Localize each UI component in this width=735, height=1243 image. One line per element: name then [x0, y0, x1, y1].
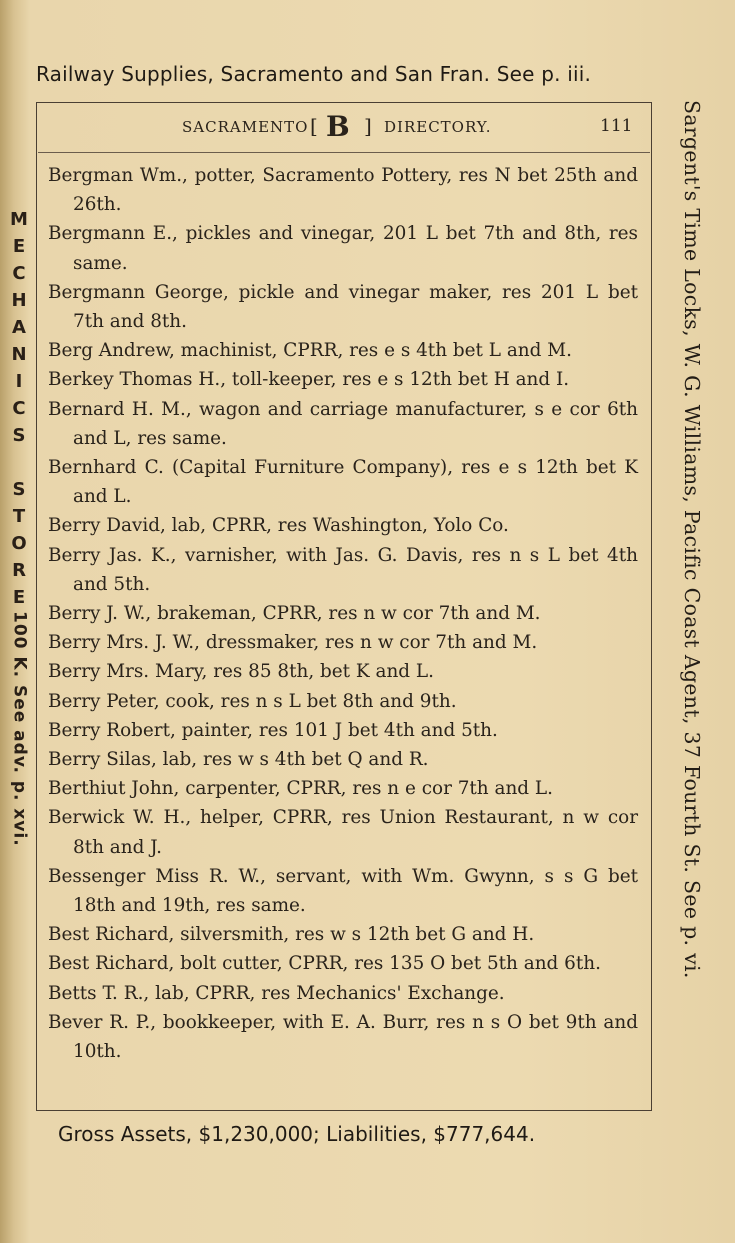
left-margin-letter: C — [12, 398, 26, 419]
left-margin-letter: R — [12, 560, 26, 581]
left-margin-letter: S — [12, 479, 26, 500]
directory-entry: Bergmann George, pickle and vinegar maker, res 201 L bet 7th and 8th. — [48, 281, 638, 333]
running-head-directory: DIRECTORY. — [384, 118, 492, 136]
directory-entry: Berry Mrs. Mary, res 85 8th, bet K and L. — [48, 661, 434, 683]
directory-entry: Berry Robert, painter, res 101 J bet 4th and 5th. — [48, 719, 498, 741]
right-margin-advertisement: Sargent's Time Locks, W. G. Williams, Pacific Coast Agent, 37 Fourth St. See p. vi. — [680, 100, 704, 979]
running-head-letter: B — [326, 110, 350, 143]
frame-bottom-rule — [36, 1110, 652, 1111]
directory-entry: Bever R. P., bookkeeper, with E. A. Burr, res n s O bet 9th and 10th. — [48, 1011, 638, 1063]
left-margin-letter: I — [15, 371, 23, 392]
running-head-bracket-close: ] — [364, 114, 372, 138]
left-margin-letter: O — [11, 533, 27, 554]
left-margin-letter: E — [12, 587, 26, 608]
directory-entry: Berkey Thomas H., toll-keeper, res e s 12th bet H and I. — [48, 369, 570, 391]
left-margin-letter: M — [10, 209, 28, 230]
left-margin-letter: C — [12, 263, 26, 284]
left-margin-letter: H — [11, 290, 27, 311]
directory-entry: Berwick W. H., helper, CPRR, res Union Restaurant, n w cor 8th and J. — [48, 807, 638, 858]
directory-entry: Betts T. R., lab, CPRR, res Mechanics' Exchange. — [48, 982, 505, 1004]
left-margin-letter: T — [12, 506, 26, 527]
directory-entry: Berthiut John, carpenter, CPRR, res n e cor 7th and L. — [48, 778, 553, 800]
page-number: 111 — [600, 116, 633, 136]
directory-entry: Berry Peter, cook, res n s L bet 8th and 9th. — [48, 690, 457, 712]
directory-entry: Bergman Wm., potter, Sacramento Pottery, res N bet 25th and 26th. — [48, 165, 638, 216]
top-advertisement-banner: Railway Supplies, Sacramento and San Fran. See p. iii. — [36, 62, 592, 86]
directory-entries — [48, 161, 638, 1066]
directory-entry: Berry David, lab, CPRR, res Washington, Yolo Co. — [48, 515, 509, 537]
left-margin-advertisement-tail: 100 K. See adv. p. xvi. — [9, 611, 30, 847]
directory-entry: Best Richard, bolt cutter, CPRR, res 135 O bet 5th and 6th. — [48, 953, 601, 975]
directory-entry: Bernhard C. (Capital Furniture Company), res e s 12th bet K and L. — [48, 457, 638, 508]
directory-entry: Bernard H. M., wagon and carriage manufacturer, s e cor 6th and L, res same. — [48, 398, 638, 449]
directory-entry: Best Richard, silversmith, res w s 12th bet G and H. — [48, 924, 535, 946]
directory-entry: Berry Mrs. J. W., dressmaker, res n w cor 7th and M. — [48, 632, 538, 654]
left-margin-letter — [5, 449, 33, 476]
left-margin-letter: S — [12, 425, 26, 446]
running-head-bracket-open: [ — [310, 114, 318, 138]
running-head-rule — [38, 152, 650, 153]
directory-entry: Bessenger Miss R. W., servant, with Wm. Gwynn, s s G bet 18th and 19th, res same. — [48, 865, 638, 917]
running-head — [40, 110, 640, 143]
running-head-city: SACRAMENTO — [182, 118, 309, 136]
bottom-advertisement-banner: Gross Assets, $1,230,000; Liabilities, $777,644. — [58, 1122, 536, 1146]
directory-entry: Bergmann E., pickles and vinegar, 201 L bet 7th and 8th, res same. — [48, 223, 638, 274]
left-margin-letter: A — [12, 317, 26, 338]
directory-entry: Berg Andrew, machinist, CPRR, res e s 4th bet L and M. — [48, 340, 572, 362]
directory-entry: Berry Jas. K., varnisher, with Jas. G. Davis, res n s L bet 4th and 5th. — [48, 544, 638, 595]
directory-entry: Berry J. W., brakeman, CPRR, res n w cor 7th and M. — [48, 603, 541, 625]
left-margin-letter: E — [12, 236, 26, 257]
left-margin-letter: N — [11, 344, 27, 365]
left-margin-advertisement — [5, 206, 33, 1006]
directory-entry: Berry Silas, lab, res w s 4th bet Q and R. — [48, 749, 429, 771]
